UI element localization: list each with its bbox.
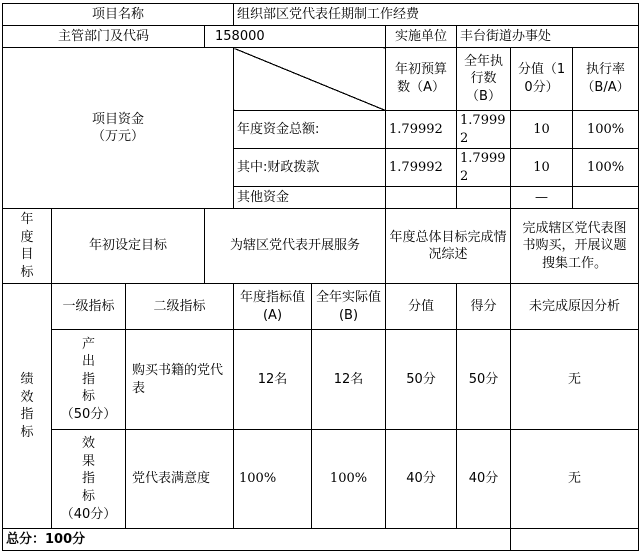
annual-goals-row	[3, 209, 639, 284]
score-full-value: 50分	[386, 330, 457, 430]
annual-goals-label-char: 年	[20, 212, 34, 228]
funds-label-line2: （万元）	[92, 129, 145, 145]
funds-full-score: 10	[511, 111, 573, 149]
department-row	[3, 26, 639, 48]
level1-indicator-char: 效	[81, 436, 95, 452]
actual-value: 12名	[312, 330, 386, 430]
performance-label-char: 标	[20, 424, 34, 440]
total-score: 总分：100分	[3, 529, 511, 551]
level1-indicator-char: 指	[81, 371, 95, 387]
reason-header: 未完成原因分析	[511, 284, 639, 330]
goal-summary-value: 完成辖区党代表图书购买，开展议题搜集工作。	[511, 209, 639, 284]
funds-full-score: 10	[511, 149, 573, 187]
rate-column-header: 执行率（B/A）	[573, 48, 639, 111]
funds-row-label: 年度资金总额:	[234, 111, 386, 149]
annual-target-value: 100%	[234, 430, 312, 529]
level1-indicator-char: 标	[81, 488, 95, 504]
budget-column-header: 年初预算数（A）	[386, 48, 457, 111]
evaluation-table	[2, 3, 639, 551]
indicator-row	[3, 430, 639, 529]
department-label: 主管部门及代码	[3, 26, 205, 48]
funds-exec-value: 1.79992	[457, 111, 511, 149]
annual-target-value: 12名	[234, 330, 312, 430]
department-code: 158000	[205, 26, 386, 48]
funds-header-row	[3, 48, 639, 111]
implementing-unit-value: 丰台街道办事处	[457, 26, 639, 48]
score-full-header: 分值	[386, 284, 457, 330]
reason-value: 无	[511, 330, 639, 430]
funds-full-score: —	[511, 187, 573, 209]
reason-value: 无	[511, 430, 639, 529]
funds-rate-value	[573, 187, 639, 209]
actual-value-header: 全年实际值(B)	[312, 284, 386, 330]
level1-indicator-char: 标	[81, 389, 95, 405]
indicator-row	[3, 330, 639, 430]
level1-indicator-header: 一级指标	[52, 284, 126, 330]
funds-budget-value: 1.79992	[386, 149, 457, 187]
score-value: 40分	[457, 430, 511, 529]
level1-indicator-score: （50分）	[60, 407, 117, 422]
annual-goals-label	[3, 209, 52, 284]
performance-label-char: 效	[20, 389, 34, 405]
funds-rate-value: 100%	[573, 149, 639, 187]
level1-indicator	[52, 430, 126, 529]
level1-indicator-char: 指	[81, 471, 95, 487]
funds-exec-value: 1.79992	[457, 149, 511, 187]
initial-goal-label: 年初设定目标	[52, 209, 205, 284]
project-name-row	[3, 4, 639, 26]
level2-indicator: 购买书籍的党代表	[126, 330, 234, 430]
funds-row-label: 其中:财政拨款	[234, 149, 386, 187]
funds-label	[3, 48, 234, 209]
total-row-blank	[511, 529, 639, 551]
funds-exec-value	[457, 187, 511, 209]
level1-indicator	[52, 330, 126, 430]
performance-indicators-label	[3, 284, 52, 529]
performance-header-row	[3, 284, 639, 330]
level1-indicator-char: 出	[81, 354, 95, 370]
level2-indicator-header: 二级指标	[126, 284, 234, 330]
total-row	[3, 529, 639, 551]
funds-rate-value: 100%	[573, 111, 639, 149]
annual-goals-label-char: 标	[20, 264, 34, 280]
annual-target-header: 年度指标值(A)	[234, 284, 312, 330]
annual-goals-label-char: 度	[20, 229, 34, 245]
performance-label-char: 指	[20, 407, 34, 423]
annual-goals-label-char: 目	[20, 247, 34, 263]
level1-indicator-char: 果	[81, 453, 95, 469]
level2-indicator: 党代表满意度	[126, 430, 234, 529]
implementing-unit-label: 实施单位	[386, 26, 457, 48]
funds-budget-value: 1.79992	[386, 111, 457, 149]
score-header: 得分	[457, 284, 511, 330]
score-full-column-header: 分值（10分）	[511, 48, 573, 111]
level1-indicator-score: （40分）	[60, 506, 117, 522]
goal-summary-label: 年度总体目标完成情况综述	[386, 209, 511, 284]
funds-budget-value	[386, 187, 457, 209]
actual-value: 100%	[312, 430, 386, 529]
execution-column-header: 全年执行数（B）	[457, 48, 511, 111]
score-value: 50分	[457, 330, 511, 430]
project-name-value: 组织部区党代表任期制工作经费	[234, 4, 639, 26]
performance-label-char: 绩	[20, 372, 34, 388]
level1-indicator-char: 产	[81, 336, 95, 352]
diagonal-header-cell	[234, 48, 386, 111]
funds-label-line1: 项目资金	[92, 111, 145, 127]
initial-goal-value: 为辖区党代表开展服务	[205, 209, 386, 284]
funds-row-label: 其他资金	[234, 187, 386, 209]
project-name-label: 项目名称	[3, 4, 234, 26]
score-full-value: 40分	[386, 430, 457, 529]
